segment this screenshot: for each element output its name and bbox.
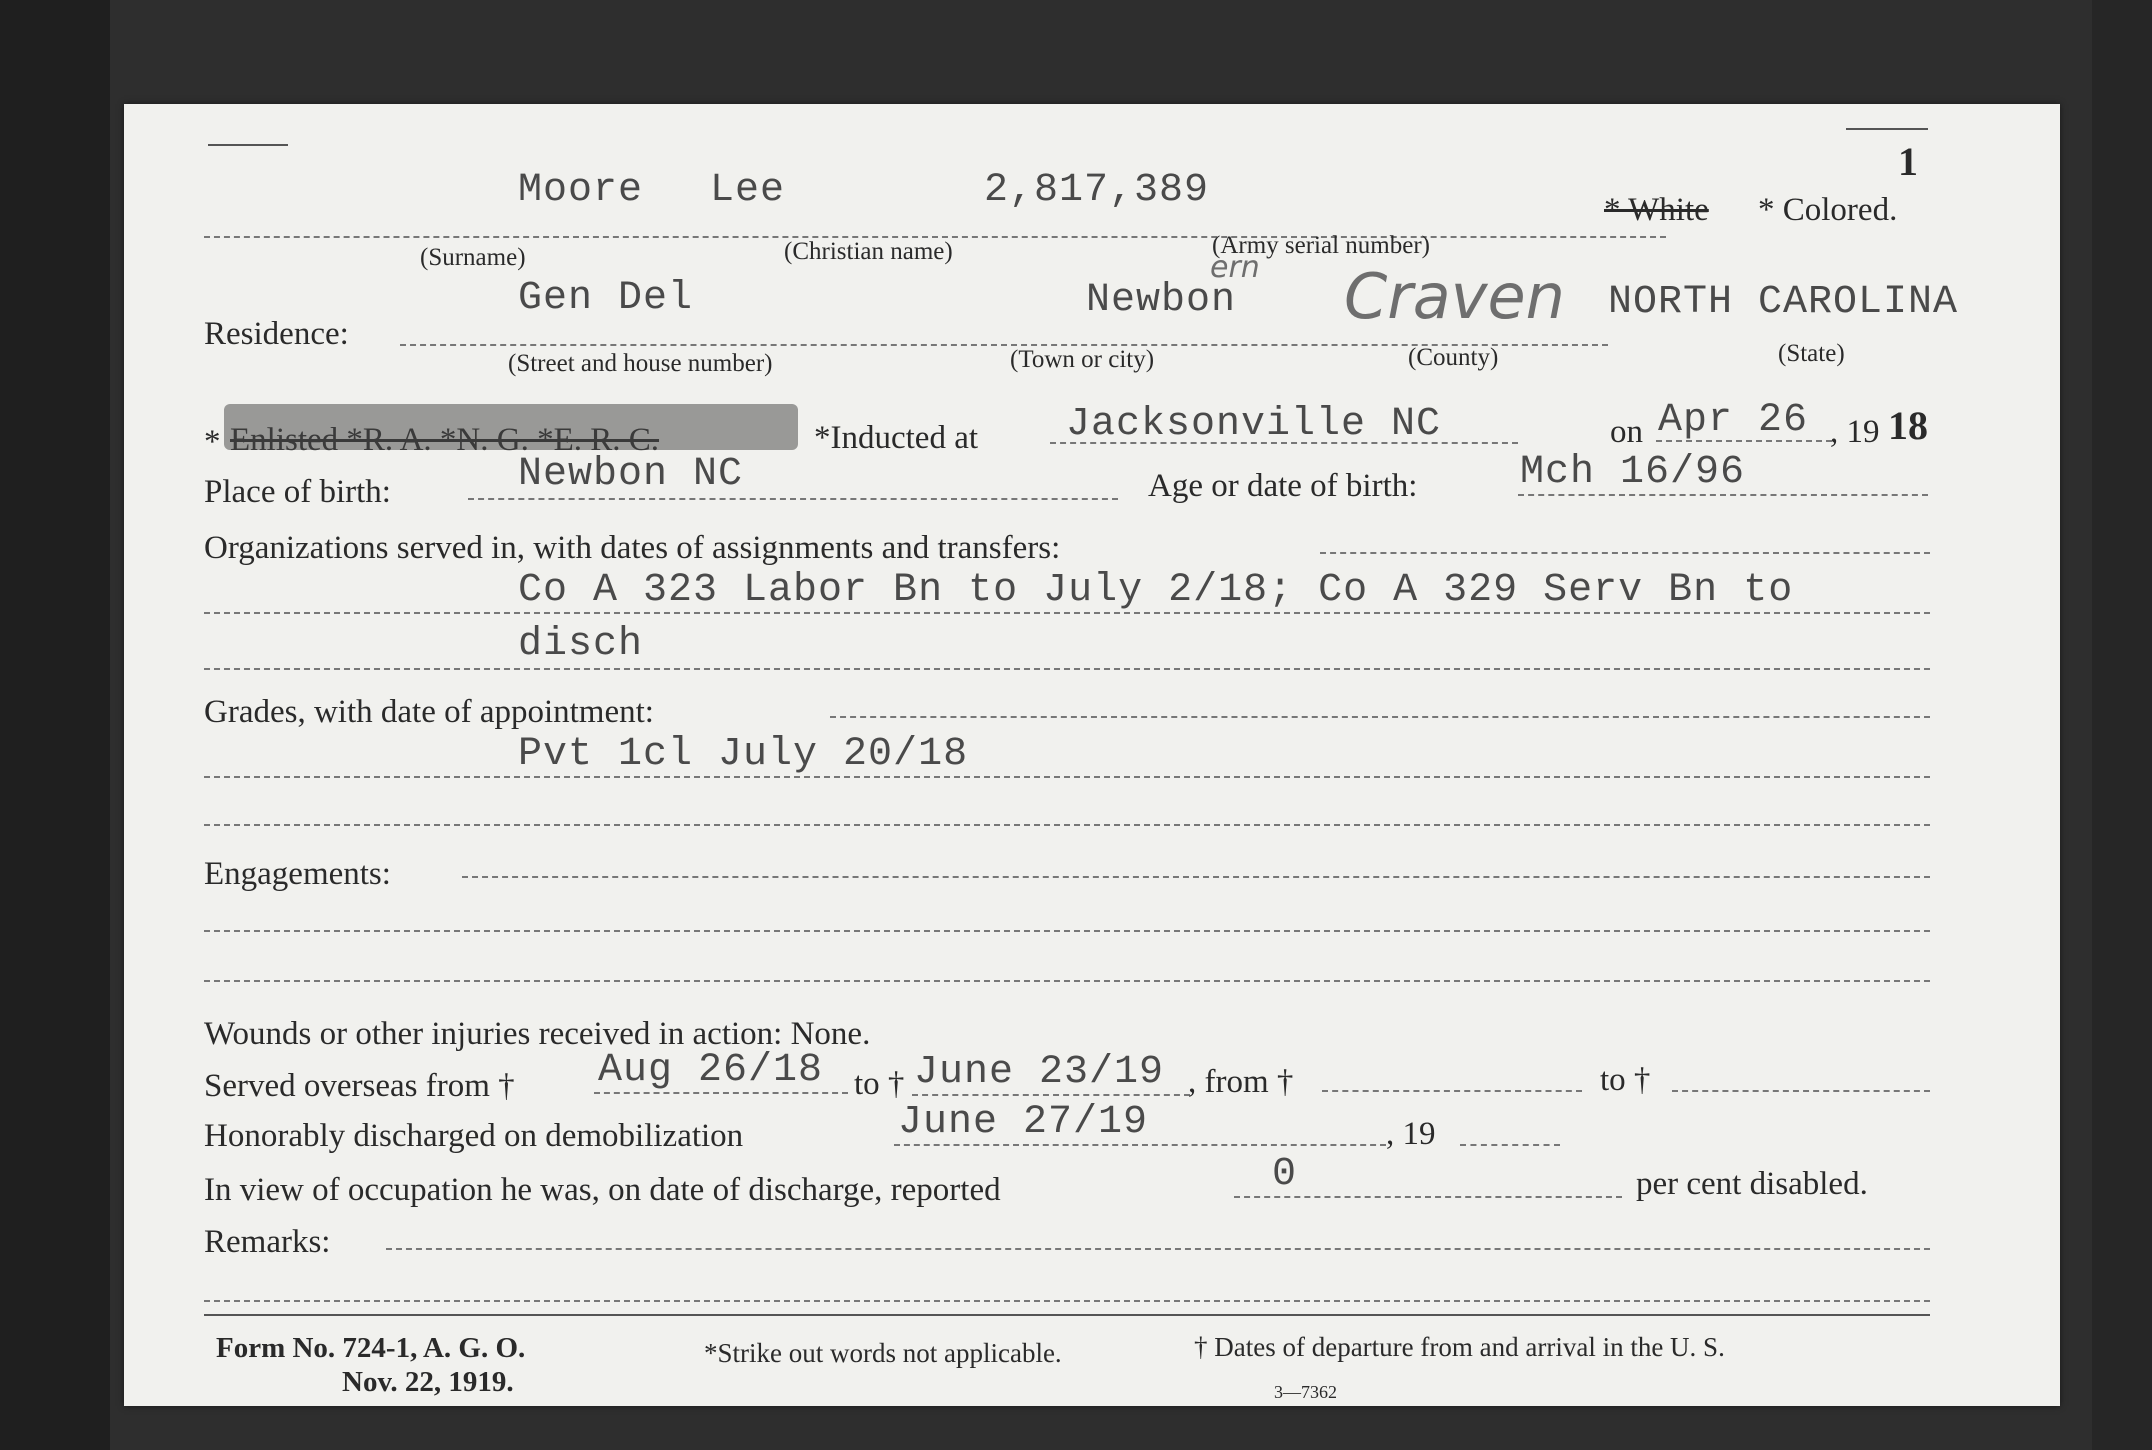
- inducted-label: *Inducted at: [814, 420, 979, 456]
- dates-note: † Dates of departure from and arrival in the U. S.: [1194, 1332, 1725, 1362]
- organizations-line-0: [1320, 552, 1930, 554]
- discharge-label: Honorably discharged on demobilization: [204, 1118, 744, 1154]
- serial-number-value: 2,817,389: [984, 168, 1210, 213]
- discharge-year-line: [1460, 1144, 1560, 1146]
- residence-town-text: Newbon: [1086, 278, 1237, 323]
- engagements-line-0: [462, 876, 1930, 878]
- grades-rule-2: [204, 824, 1930, 826]
- enlisted-options: Enlisted *R. A. *N. G. *E. R. C.: [230, 422, 660, 458]
- overseas-from: Aug 26/18: [598, 1048, 824, 1093]
- disability-value: 0: [1272, 1152, 1298, 1197]
- grades-line-0: [830, 716, 1930, 718]
- top-right-rule: [1846, 128, 1928, 130]
- engagements-rule-2: [204, 980, 1930, 982]
- birth-date-line: [1518, 494, 1928, 496]
- enlisted-asterisk: *: [204, 424, 221, 460]
- overseas-to: June 23/19: [914, 1050, 1165, 1095]
- residence-street: Gen Del: [518, 276, 694, 321]
- remarks-label: Remarks:: [204, 1224, 331, 1260]
- disability-line: [1234, 1196, 1622, 1198]
- organizations-line-2: disch: [518, 622, 644, 667]
- top-left-rule: [208, 144, 288, 146]
- overseas-from2-line: [1322, 1090, 1582, 1092]
- remarks-line-0: [386, 1248, 1930, 1250]
- residence-county: Craven: [1344, 260, 1565, 333]
- organizations-line-1: Co A 323 Labor Bn to July 2/18; Co A 329 Serv Bn to: [518, 568, 1794, 613]
- place-of-birth-line: [468, 498, 1118, 500]
- discharge-line: [894, 1144, 1386, 1146]
- print-code: 3—7362: [1274, 1382, 1337, 1402]
- organizations-label: Organizations served in, with dates of assignments and transfers:: [204, 530, 1061, 566]
- form-number: Form No. 724-1, A. G. O.: [216, 1332, 526, 1364]
- state-caption: (State): [1778, 340, 1845, 367]
- place-of-birth-label: Place of birth:: [204, 474, 391, 510]
- scan-border-left: [0, 0, 110, 1450]
- inducted-date-line: [1656, 440, 1832, 442]
- town-caption: (Town or city): [1010, 346, 1155, 373]
- discharge-date: June 27/19: [898, 1100, 1149, 1145]
- inducted-place: Jacksonville NC: [1066, 402, 1442, 447]
- overseas-from-line: [594, 1092, 848, 1094]
- race-white: [1604, 192, 1709, 229]
- surname-value: Moore: [518, 168, 644, 213]
- race-colored: * Colored.: [1758, 192, 1898, 228]
- year-suffix: 18: [1888, 403, 1928, 448]
- residence-label: Residence:: [204, 316, 349, 352]
- wounds-label: Wounds or other injuries received in action: None.: [204, 1016, 871, 1052]
- residence-state: NORTH CAROLINA: [1608, 280, 1959, 325]
- grades-line-1: Pvt 1cl July 20/18: [518, 732, 969, 777]
- card-number: 1: [1898, 139, 1918, 184]
- engagements-label: Engagements:: [204, 856, 391, 892]
- organizations-rule-1: [204, 612, 1930, 614]
- christian-caption: (Christian name): [784, 238, 953, 265]
- grades-label: Grades, with date of appointment:: [204, 694, 654, 730]
- age-label: Age or date of birth:: [1148, 468, 1418, 504]
- overseas-from2-label: , from †: [1188, 1064, 1294, 1100]
- birth-date-value: Mch 16/96: [1520, 450, 1746, 495]
- form-date: Nov. 22, 1919.: [342, 1366, 514, 1398]
- disability-suffix: per cent disabled.: [1636, 1166, 1868, 1202]
- remarks-rule-1: [204, 1300, 1930, 1302]
- on-label: on: [1610, 414, 1643, 450]
- inducted-line: [1050, 442, 1518, 444]
- inducted-date: Apr 26: [1658, 398, 1809, 443]
- surname-caption: (Surname): [420, 244, 526, 271]
- footer-rule: [204, 1314, 1930, 1316]
- scan-border-right: [2092, 0, 2152, 1450]
- overseas-to2-label: to †: [1600, 1062, 1651, 1098]
- serial-caption: (Army serial number): [1212, 232, 1430, 259]
- overseas-to-label: to †: [854, 1066, 905, 1102]
- organizations-rule-2: [204, 668, 1930, 670]
- disability-label: In view of occupation he was, on date of discharge, reported: [204, 1172, 1001, 1208]
- place-of-birth-value: Newbon NC: [518, 452, 744, 497]
- service-record-card: [124, 104, 2060, 1406]
- strike-note: *Strike out words not applicable.: [704, 1338, 1062, 1368]
- year-prefix: , 19: [1830, 414, 1880, 450]
- grades-rule-1: [204, 776, 1930, 778]
- county-caption: (County): [1408, 344, 1499, 371]
- overseas-label: Served overseas from †: [204, 1068, 515, 1104]
- christian-name-value: Lee: [710, 168, 786, 213]
- town-correction: ern: [1210, 250, 1260, 285]
- street-caption: (Street and house number): [508, 350, 773, 377]
- overseas-to2-line: [1672, 1090, 1930, 1092]
- overseas-to-line: [912, 1094, 1190, 1096]
- engagements-rule-1: [204, 930, 1930, 932]
- race-white-text: * White: [1604, 192, 1709, 228]
- discharge-year-label: , 19: [1386, 1116, 1436, 1152]
